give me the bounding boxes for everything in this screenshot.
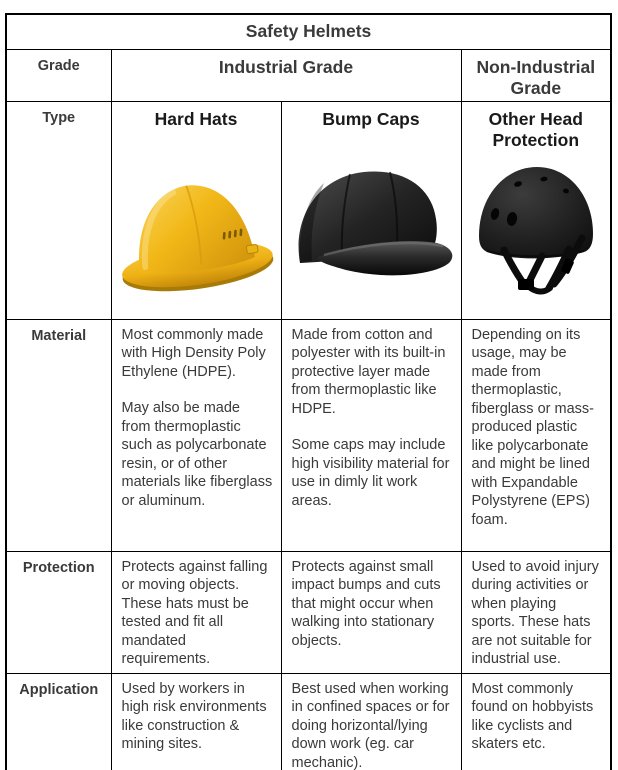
industrial-grade-header: Industrial Grade — [111, 49, 461, 101]
material-bump-caps-cell — [281, 319, 461, 551]
other-head-protection-cell — [461, 101, 611, 319]
grade-row — [6, 49, 611, 101]
cell-paragraph: Protects against falling or moving objects. These hats must be tested and fit all mandated requirements. — [121, 558, 268, 667]
application-hard-hats-cell — [111, 673, 281, 770]
black-bump-cap-image — [284, 151, 459, 311]
cell-paragraph: May also be made from thermoplastic such as polycarbonate resin, or of other materials like fiberglass or aluminum. — [121, 400, 273, 509]
type-row — [6, 101, 611, 319]
protection-hard-hats-cell — [111, 551, 281, 673]
cell-paragraph: Used by workers in high risk environments like construction & mining sites. — [121, 680, 267, 752]
cell-paragraph: Most commonly found on hobbyists like cyclists and skaters etc. — [471, 680, 594, 752]
grade-row-label: Grade — [6, 49, 111, 101]
non-industrial-grade-header: Non-Industrial Grade — [461, 49, 611, 101]
hard-hats-header: Hard Hats — [154, 108, 238, 129]
material-other-cell — [461, 319, 611, 551]
bump-caps-cell — [281, 101, 461, 319]
other-head-protection-header: Other Head Protection — [488, 108, 583, 150]
black-sport-helmet-image — [466, 154, 606, 302]
material-row — [6, 319, 611, 551]
cell-paragraph: Made from cotton and polyester with its built-in protective layer made from thermoplastic like HDPE. — [291, 326, 446, 417]
material-row-label: Material — [6, 319, 111, 551]
yellow-hard-hat-image — [114, 166, 279, 311]
application-bump-caps-cell — [281, 673, 461, 770]
protection-row — [6, 551, 611, 673]
cell-paragraph: Some caps may include high visibility material for use in dimly lit work areas. — [291, 437, 450, 509]
title-row — [6, 14, 611, 49]
application-row-label: Application — [6, 673, 111, 770]
application-other-cell — [461, 673, 611, 770]
hard-hats-cell — [111, 101, 281, 319]
protection-other-cell — [461, 551, 611, 673]
application-row — [6, 673, 611, 770]
cell-paragraph: Used to avoid injury during activities or when playing sports. These hats are not suitable for industrial use. — [471, 558, 599, 667]
cell-paragraph: Depending on its usage, may be made from thermoplastic, fiberglass or mass-produced plastic like polycarbonate and might be lined with Expandable Polystyrene (EPS) foam. — [471, 326, 594, 528]
material-hard-hats-cell — [111, 319, 281, 551]
type-row-label: Type — [6, 101, 111, 319]
table-title: Safety Helmets — [6, 14, 611, 49]
bump-caps-header: Bump Caps — [322, 108, 420, 129]
cell-paragraph: Protects against small impact bumps and cuts that might occur when walking into stationary objects. — [291, 558, 441, 649]
protection-row-label: Protection — [6, 551, 111, 673]
safety-helmets-table — [5, 13, 612, 770]
cell-paragraph: Most commonly made with High Density Poly Ethylene (HDPE). — [121, 326, 266, 380]
protection-bump-caps-cell — [281, 551, 461, 673]
cell-paragraph: Best used when working in confined spaces or for doing horizontal/lying down work (eg. car mechanic). — [291, 680, 450, 770]
